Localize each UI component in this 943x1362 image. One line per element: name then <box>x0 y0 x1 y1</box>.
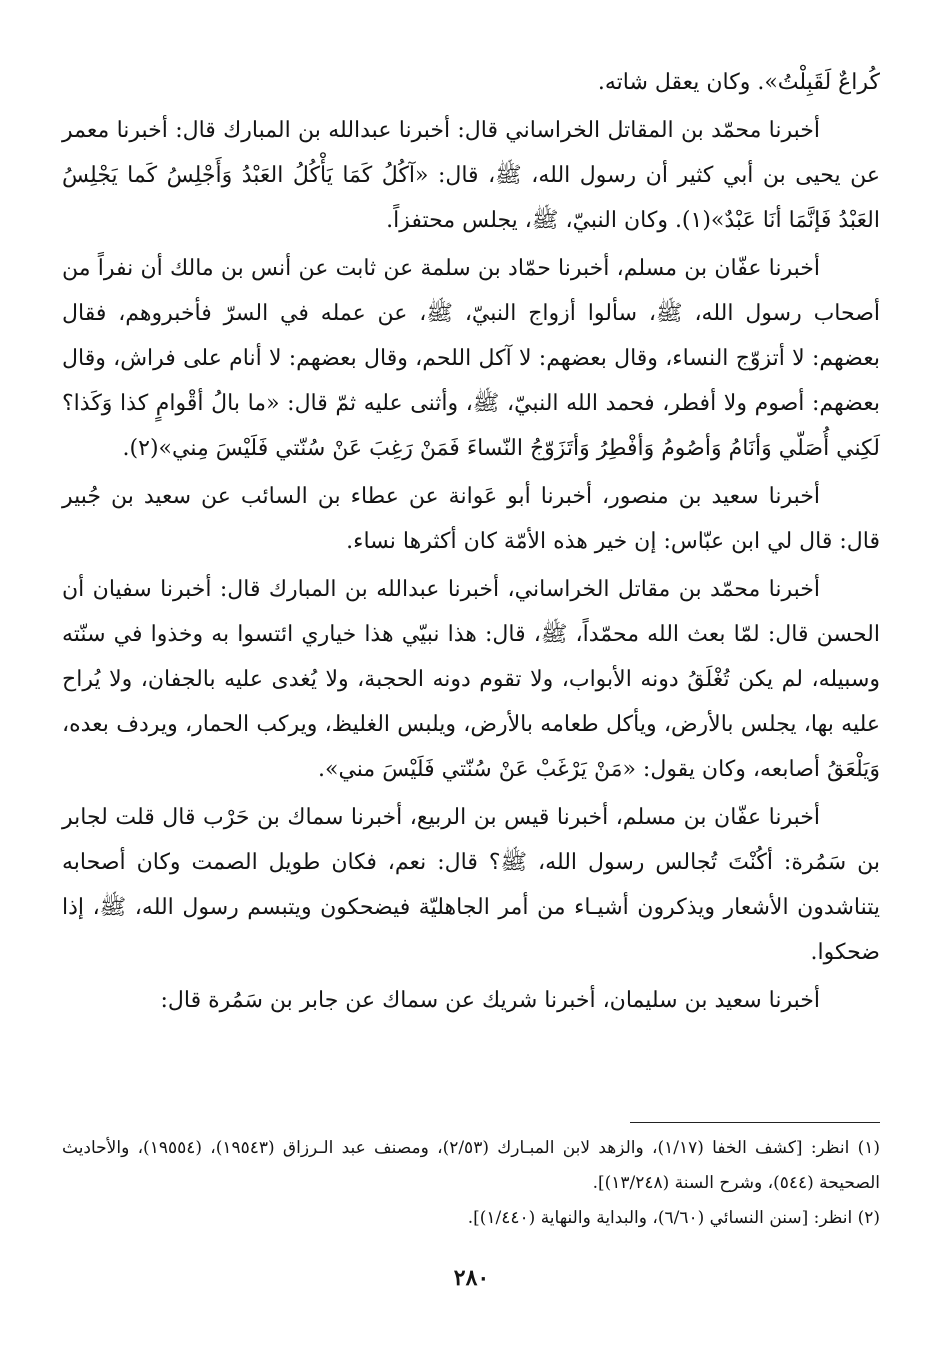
paragraph: أخبرنا سعيد بن سليمان، أخبرنا شريك عن سماك عن جابر بن سَمُرة قال: <box>160 988 820 1013</box>
main-text <box>62 60 880 1023</box>
paragraph: أخبرنا عفّان بن مسلم، أخبرنا حمّاد بن سلمة عن ثابت عن أنس بن مالك أن نفراً من أصحاب رسول الله، ﷺ، سألوا أزواج النبيّ، ﷺ، عن عمله في السرّ فأخبروهم، فقال بعضهم: لا أتزوّج النساء، وقال بعضهم: لا آكل اللحم، وقال بعضهم: لا أنام على فراش، وقال بعضهم: أصوم ولا أفطر، فحمد الله النبيّ، ﷺ، وأثنى عليه ثمّ قال: «ما بالُ أقْوامٍ كذا وَكَذا؟ لَكِني أُصَلّي وَأنَامُ وَأصُومُ وَأفْطِرُ وَأتَزَوّجُ النّساءَ فَمَنْ رَغِبَ عَنْ سُنّتي فَلَيْسَ مِني»(٢). <box>62 256 880 461</box>
page-number: ٢٨٠ <box>453 1265 490 1291</box>
footnotes <box>62 1122 880 1236</box>
paragraph: أخبرنا محمّد بن المقاتل الخراساني قال: أخبرنا عبدالله بن المبارك قال: أخبرنا معمر عن يحيى بن أبي كثير أن رسول الله، ﷺ، قال: «آكُلُ كَمَا يَأْكُلُ العَبْدُ وَأَجْلِسُ كَما يَجْلِسُ العَبْدُ فَإنَّمَا أنَا عَبْدٌ»(١). وكان النبيّ، ﷺ، يجلس محتفزاً. <box>62 118 880 233</box>
footnote: (٢) انظر: [سنن النسائي (٦/٦٠)، والبداية والنهاية (١/٤٤٠)]. <box>467 1208 880 1228</box>
footnote-divider <box>630 1122 880 1123</box>
paragraph: أخبرنا سعيد بن منصور، أخبرنا أبو عَوانة عن عطاء بن السائب عن سعيد بن جُبير قال: قال لي ابن عبّاس: إن خير هذه الأمّة كان أكثرها نساء. <box>62 484 880 554</box>
paragraph-continuation: كُراعٌ لَقَبِلْتُ». وكان يعقل شاته. <box>597 70 880 95</box>
footnote: (١) انظر: [كشف الخفا (١/١٧)، والزهد لابن المبـارك (٢/٥٣)، ومصنف عبد الـرزاق (١٩٥٤٣)، (١٩٥٥٤)، والأحاديث الصحيحة (٥٤٤)، وشرح السنة (١٣/٢٤٨)]. <box>62 1138 880 1193</box>
paragraph: أخبرنا محمّد بن مقاتل الخراساني، أخبرنا عبدالله بن المبارك قال: أخبرنا سفيان أن الحسن قال: لمّا بعث الله محمّداً، ﷺ، قال: هذا نبيّي هذا خياري ائتسوا به وخذوا في سنّته وسبيله، لم يكن تُغْلَقُ دونه الأبواب، ولا تقوم دونه الحجبة، ولا يُغدى عليه بالجفان، ولا يُراح عليه بها، يجلس بالأرض، ويأكل طعامه بالأرض، ويلبس الغليظ، ويركب الحمار، ويردف بعده، وَيَلْعَقُ أصابعه، وكان يقول: «مَنْ يَرْغَبْ عَنْ سُنّتي فَلَيْسَ مني». <box>62 577 880 782</box>
paragraph: أخبرنا عفّان بن مسلم، أخبرنا قيس بن الربيع، أخبرنا سماك بن حَرْب قال قلت لجابر بن سَمُرة: أكُنْتَ تُجالس رسول الله، ﷺ؟ قال: نعم، فكان طويل الصمت وكان أصحابه يتناشدون الأشعار ويذكرون أشيـاء من أمر الجاهليّة فيضحكون ويتبسم رسول الله، ﷺ، إذا ضحكوا. <box>62 805 880 965</box>
